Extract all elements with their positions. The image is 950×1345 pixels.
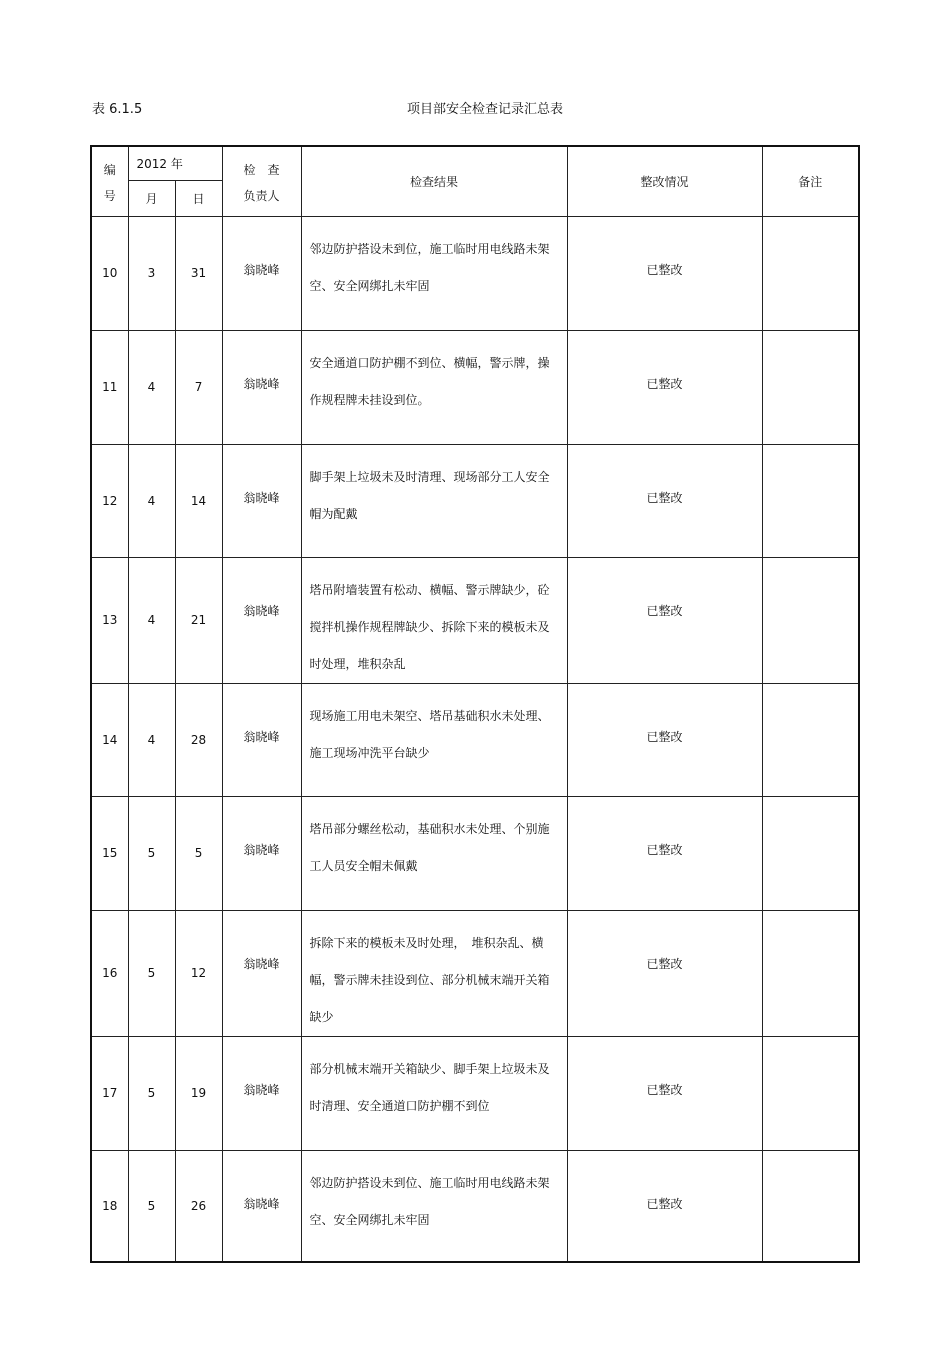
row-inspection-result: 现场施工用电未架空、塔吊基础积水未处理、施工现场冲洗平台缺少 [301,683,567,796]
row-responsible-person: 翁晓峰 [222,1150,301,1262]
table-row [91,910,859,1036]
row-rectification-status: 已整改 [567,330,762,444]
responsible-header-line-2: 负责人 [243,189,280,203]
row-inspection-result: 拆除下来的模板未及时处理， 堆积杂乱、横幅，警示牌未挂设到位、部分机械末端开关箱缺少 [301,910,567,1036]
table-row [91,330,859,444]
result-header: 检查结果 [301,146,567,216]
row-month: 4 [128,444,175,557]
table-row [91,557,859,683]
responsible-header [222,146,301,216]
row-rectification-status: 已整改 [567,1036,762,1150]
row-month: 4 [128,330,175,444]
row-number: 16 [91,910,128,1036]
row-inspection-result: 塔吊部分螺丝松动，基础积水未处理、个别施工人员安全帽未佩戴 [301,796,567,910]
row-rectification-status: 已整改 [567,796,762,910]
row-remark [762,910,859,1036]
row-month: 5 [128,1150,175,1262]
month-header: 月 [128,180,175,216]
row-rectification-status: 已整改 [567,1150,762,1262]
number-header-line-1: 编 [103,163,116,177]
row-number: 17 [91,1036,128,1150]
day-header: 日 [175,180,222,216]
row-responsible-person: 翁晓峰 [222,444,301,557]
table-row [91,683,859,796]
row-responsible-person: 翁晓峰 [222,330,301,444]
row-remark [762,1150,859,1262]
row-month: 5 [128,796,175,910]
rectification-header: 整改情况 [567,146,762,216]
row-responsible-person: 翁晓峰 [222,683,301,796]
row-day: 28 [175,683,222,796]
number-header [91,146,128,216]
table-row [91,1036,859,1150]
table-row [91,796,859,910]
row-day: 21 [175,557,222,683]
row-rectification-status: 已整改 [567,683,762,796]
row-inspection-result: 邻边防护搭设未到位，施工临时用电线路未架空、安全网绑扎未牢固 [301,216,567,330]
page-title: 项目部安全检查记录汇总表 [407,102,564,117]
row-responsible-person: 翁晓峰 [222,216,301,330]
row-rectification-status: 已整改 [567,216,762,330]
row-responsible-person: 翁晓峰 [222,796,301,910]
row-day: 31 [175,216,222,330]
row-remark [762,444,859,557]
table-number: 表 6.1.5 [92,102,143,117]
remarks-header: 备注 [762,146,859,216]
table-row [91,1150,859,1262]
row-inspection-result: 部分机械末端开关箱缺少、脚手架上垃圾未及时清理、安全通道口防护棚不到位 [301,1036,567,1150]
row-day: 7 [175,330,222,444]
row-number: 13 [91,557,128,683]
year-header: 2012 年 [128,146,222,180]
row-number: 14 [91,683,128,796]
row-remark [762,557,859,683]
responsible-header-line-1: 检 查 [243,163,280,177]
number-header-line-2: 号 [103,189,116,203]
table-row [91,444,859,557]
row-day: 12 [175,910,222,1036]
row-day: 26 [175,1150,222,1262]
row-responsible-person: 翁晓峰 [222,910,301,1036]
row-number: 10 [91,216,128,330]
row-responsible-person: 翁晓峰 [222,1036,301,1150]
row-inspection-result: 安全通道口防护棚不到位、横幅，警示牌，操作规程牌未挂设到位。 [301,330,567,444]
row-rectification-status: 已整改 [567,557,762,683]
row-number: 15 [91,796,128,910]
row-day: 5 [175,796,222,910]
row-month: 3 [128,216,175,330]
row-rectification-status: 已整改 [567,444,762,557]
row-month: 5 [128,1036,175,1150]
row-inspection-result: 脚手架上垃圾未及时清理、现场部分工人安全帽为配戴 [301,444,567,557]
row-inspection-result: 邻边防护搭设未到位、施工临时用电线路未架空、安全网绑扎未牢固 [301,1150,567,1262]
row-rectification-status: 已整改 [567,910,762,1036]
inspection-record-table [90,145,860,1263]
row-number: 18 [91,1150,128,1262]
table-row [91,216,859,330]
row-month: 5 [128,910,175,1036]
row-remark [762,1036,859,1150]
row-inspection-result: 塔吊附墙装置有松动、横幅、警示牌缺少，砼搅拌机操作规程牌缺少、拆除下来的模板未及时处理，堆积杂乱 [301,557,567,683]
row-responsible-person: 翁晓峰 [222,557,301,683]
row-month: 4 [128,557,175,683]
row-day: 19 [175,1036,222,1150]
row-remark [762,216,859,330]
row-remark [762,683,859,796]
row-number: 12 [91,444,128,557]
row-remark [762,330,859,444]
header-row-1 [91,146,859,180]
row-day: 14 [175,444,222,557]
row-remark [762,796,859,910]
row-number: 11 [91,330,128,444]
row-month: 4 [128,683,175,796]
